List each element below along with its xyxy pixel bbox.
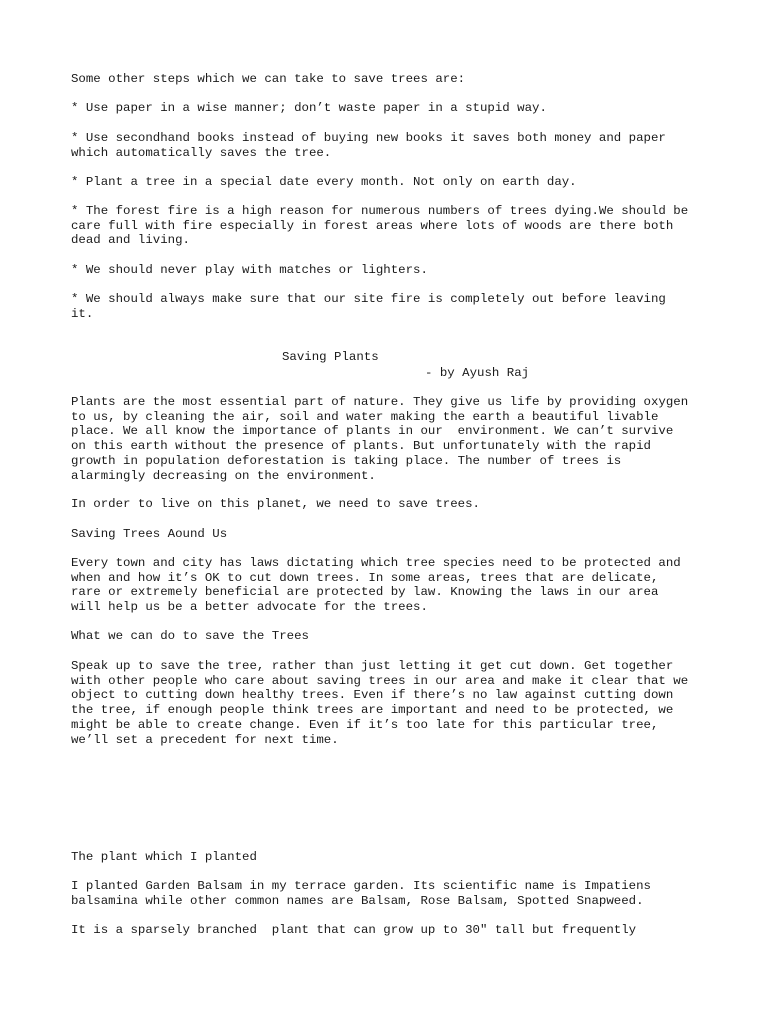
intro-text: Some other steps which we can take to save trees are: — [71, 72, 466, 86]
bullet-item: * The forest fire is a high reason for numerous numbers of trees dying.We should be care full with fire especially in forest areas where lots of woods are there both dead and living. — [71, 204, 689, 248]
plant-paragraph: I planted Garden Balsam in my terrace garden. Its scientific name is Impatiens balsamina while other common names are Balsam, Rose Balsam, Spotted Snapweed. — [71, 879, 651, 908]
bullet-item: * We should never play with matches or lighters. — [71, 263, 428, 277]
essay-title: Saving Plants — [282, 350, 379, 364]
essay-paragraph: In order to live on this planet, we need to save trees. — [71, 497, 480, 511]
section-heading: The plant which I planted — [71, 850, 257, 864]
bullet-item: * Use paper in a wise manner; don’t waste paper in a stupid way. — [71, 101, 547, 115]
section-heading: Saving Trees Aound Us — [71, 527, 228, 541]
essay-byline: - by Ayush Raj — [425, 366, 530, 380]
plant-paragraph: It is a sparsely branched plant that can grow up to 30" tall but frequently — [71, 923, 637, 937]
bullet-item: * Plant a tree in a special date every month. Not only on earth day. — [71, 175, 577, 189]
section-heading: What we can do to save the Trees — [71, 629, 309, 643]
essay-paragraph: Plants are the most essential part of nature. They give us life by providing oxygen to us, by cleaning the air, soil and water making the earth a beautiful livable place. We all know the importance of plants in our environment. We can’t survive on this earth without the presence of plants. But unfortunately with the rapid growth in population deforestation is taking place. The number of trees is alarmingly decreasing on the environment. — [71, 395, 689, 483]
essay-paragraph: Every town and city has laws dictating which tree species need to be protected and when and how it’s OK to cut down trees. In some areas, trees that are delicate, rare or extremely beneficial are protected by law. Knowing the laws in our area will help us be a better advocate for the trees. — [71, 556, 681, 615]
bullet-item: * Use secondhand books instead of buying new books it saves both money and paper which automatically saves the tree. — [71, 131, 666, 160]
essay-paragraph: Speak up to save the tree, rather than just letting it get cut down. Get together with other people who care about saving trees in our area and make it clear that we object to cutting down healthy trees. Even if there’s no law against cutting down the tree, if enough people think trees are important and need to be protected, we might be able to create change. Even if it’s too late for this particular tree, we’ll set a precedent for next time. — [71, 659, 689, 747]
bullet-item: * We should always make sure that our site fire is completely out before leaving it. — [71, 292, 666, 321]
